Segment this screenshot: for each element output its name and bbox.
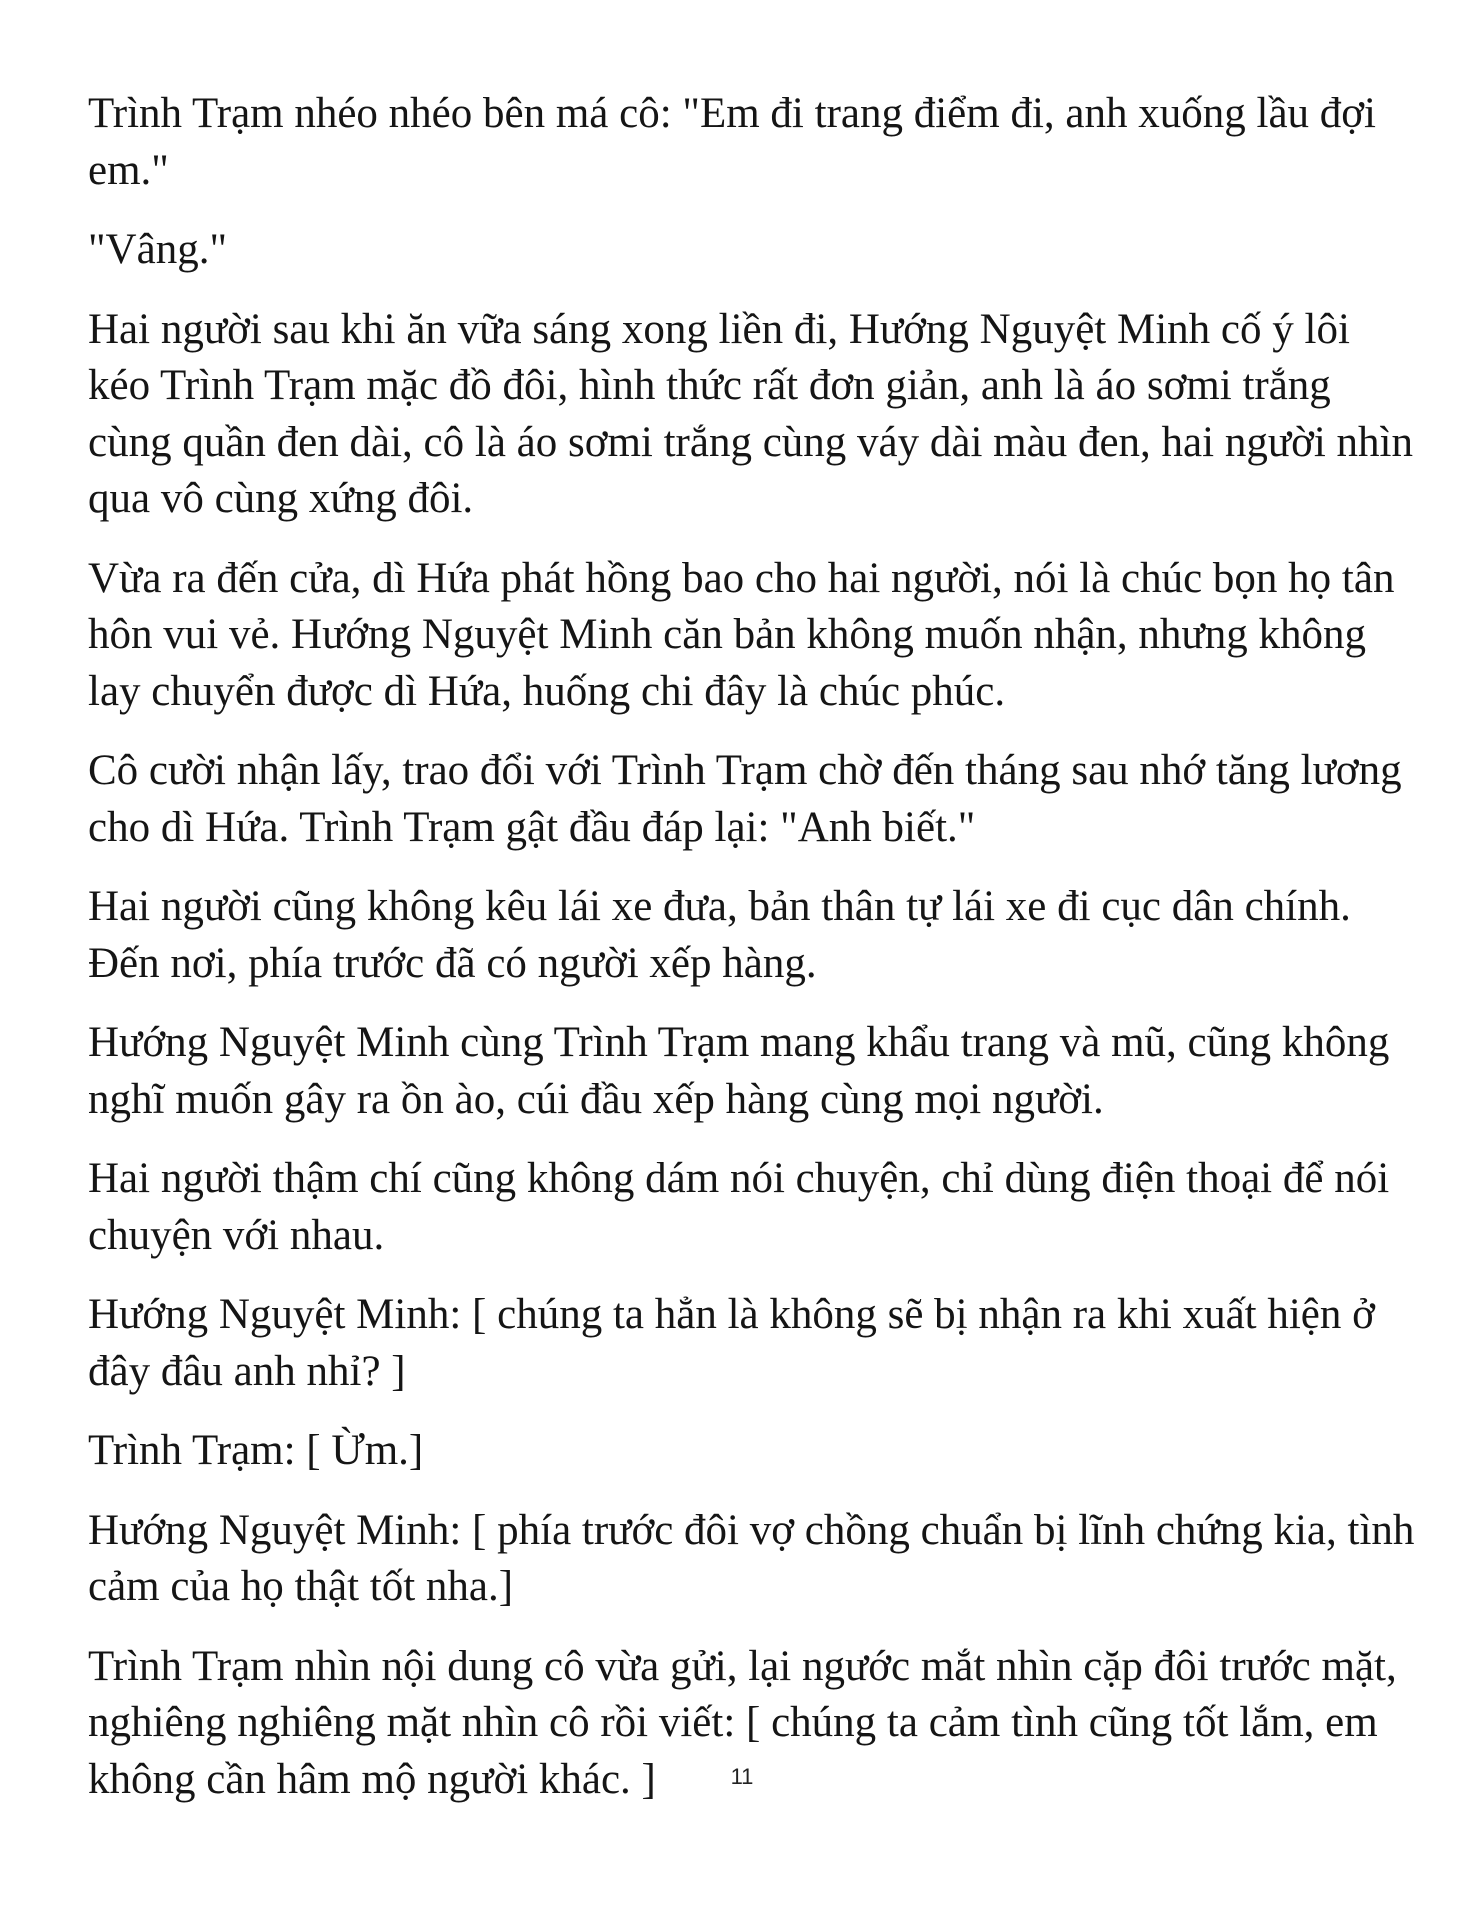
paragraph-6: Hai người cũng không kêu lái xe đưa, bản thân tự lái xe đi cục dân chính. Đến nơi, phía trước đã có người xếp hàng. xyxy=(88,883,1351,987)
paragraph-11: Hướng Nguyệt Minh: [ phía trước đôi vợ chồng chuẩn bị lĩnh chứng kia, tình cảm của họ thật tốt nha.] xyxy=(88,1506,1415,1610)
document-body xyxy=(88,86,1418,1831)
paragraph-1: Trình Trạm nhéo nhéo bên má cô: "Em đi trang điểm đi, anh xuống lầu đợi em." xyxy=(88,90,1376,194)
paragraph-12: Trình Trạm nhìn nội dung cô vừa gửi, lại ngước mắt nhìn cặp đôi trước mặt, nghiêng nghiêng mặt nhìn cô rồi viết: [ chúng ta cảm tình cũng tốt lắm, em không cần hâm mộ người khác. ] xyxy=(88,1642,1397,1803)
paragraph-5: Cô cười nhận lấy, trao đổi với Trình Trạm chờ đến tháng sau nhớ tăng lương cho dì Hứa. Trình Trạm gật đầu đáp lại: "Anh biết." xyxy=(88,747,1402,851)
paragraph-10: Trình Trạm: [ Ừm.] xyxy=(88,1427,424,1474)
page-number: 11 xyxy=(730,1764,754,1789)
paragraph-7: Hướng Nguyệt Minh cùng Trình Trạm mang khẩu trang và mũ, cũng không nghĩ muốn gây ra ồn ào, cúi đầu xếp hàng cùng mọi người. xyxy=(88,1019,1390,1123)
paragraph-8: Hai người thậm chí cũng không dám nói chuyện, chỉ dùng điện thoại để nói chuyện với nhau. xyxy=(88,1155,1390,1259)
paragraph-9: Hướng Nguyệt Minh: [ chúng ta hẳn là không sẽ bị nhận ra khi xuất hiện ở đây đâu anh nhỉ? ] xyxy=(88,1291,1375,1395)
paragraph-2: "Vâng." xyxy=(88,226,227,273)
paragraph-3: Hai người sau khi ăn vữa sáng xong liền đi, Hướng Nguyệt Minh cố ý lôi kéo Trình Trạm mặc đồ đôi, hình thức rất đơn giản, anh là áo sơmi trắng cùng quần đen dài, cô là áo sơmi trắng cùng váy dài màu đen, hai người nhìn qua vô cùng xứng đôi. xyxy=(88,305,1414,522)
paragraph-4: Vừa ra đến cửa, dì Hứa phát hồng bao cho hai người, nói là chúc bọn họ tân hôn vui vẻ. Hướng Nguyệt Minh căn bản không muốn nhận, nhưng không lay chuyển được dì Hứa, huống chi đây là chúc phúc. xyxy=(88,554,1395,715)
